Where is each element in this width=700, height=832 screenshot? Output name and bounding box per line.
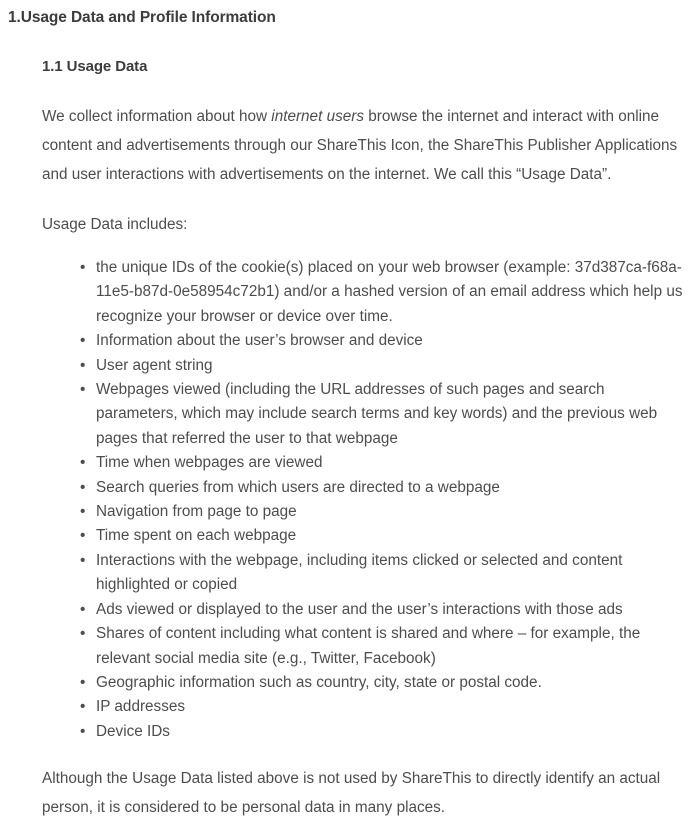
list-item: • User agent string <box>0 354 690 378</box>
list-item: • Device IDs <box>0 720 690 744</box>
intro-paragraph <box>0 75 700 189</box>
intro-text-before: We collect information about how <box>42 108 272 125</box>
emphasized-term: internet users <box>271 108 364 125</box>
list-item: • Time when webpages are viewed <box>0 451 690 475</box>
list-item: • Interactions with the webpage, including items clicked or selected and content highlighted or copied <box>0 549 690 598</box>
closing-paragraph: Although the Usage Data listed above is not used by ShareThis to directly identify an actual person, it is considered to be personal data in many places. <box>42 770 661 817</box>
list-item: • the unique IDs of the cookie(s) placed on your web browser (example: 37d387ca-f68a-11e5-b87d-0e58954c72b1) and/or a hashed version of an email address which help us recognize your browser or device over time. <box>0 256 690 329</box>
list-item: • Shares of content including what content is shared and where – for example, the relevant social media site (e.g., Twitter, Facebook) <box>0 622 690 671</box>
list-item: • Navigation from page to page <box>0 500 690 524</box>
intro-text-after: browse the internet and interact with online content and advertisements through our ShareThis Icon, the ShareThis Publisher Applications and user interactions with advertisements on the internet. We call this “Usage Data”. <box>42 108 678 183</box>
list-item: • Information about the user’s browser and device <box>0 329 690 353</box>
list-item: • Search queries from which users are directed to a webpage <box>0 476 690 500</box>
list-item: • IP addresses <box>0 695 690 719</box>
list-item: • Webpages viewed (including the URL addresses of such pages and search parameters, which may include search terms and key words) and the previous web pages that referred the user to that webpage <box>0 378 690 451</box>
section-subheading: 1.1 Usage Data <box>42 58 148 75</box>
list-item: • Ads viewed or displayed to the user and the user’s interactions with those ads <box>0 598 690 622</box>
list-item: • Time spent on each webpage <box>0 524 690 548</box>
usage-data-list <box>0 239 700 744</box>
page-title: 1.Usage Data and Profile Information <box>8 9 276 26</box>
list-item: • Geographic information such as country, city, state or postal code. <box>0 671 690 695</box>
list-intro-paragraph: Usage Data includes: <box>42 216 188 233</box>
